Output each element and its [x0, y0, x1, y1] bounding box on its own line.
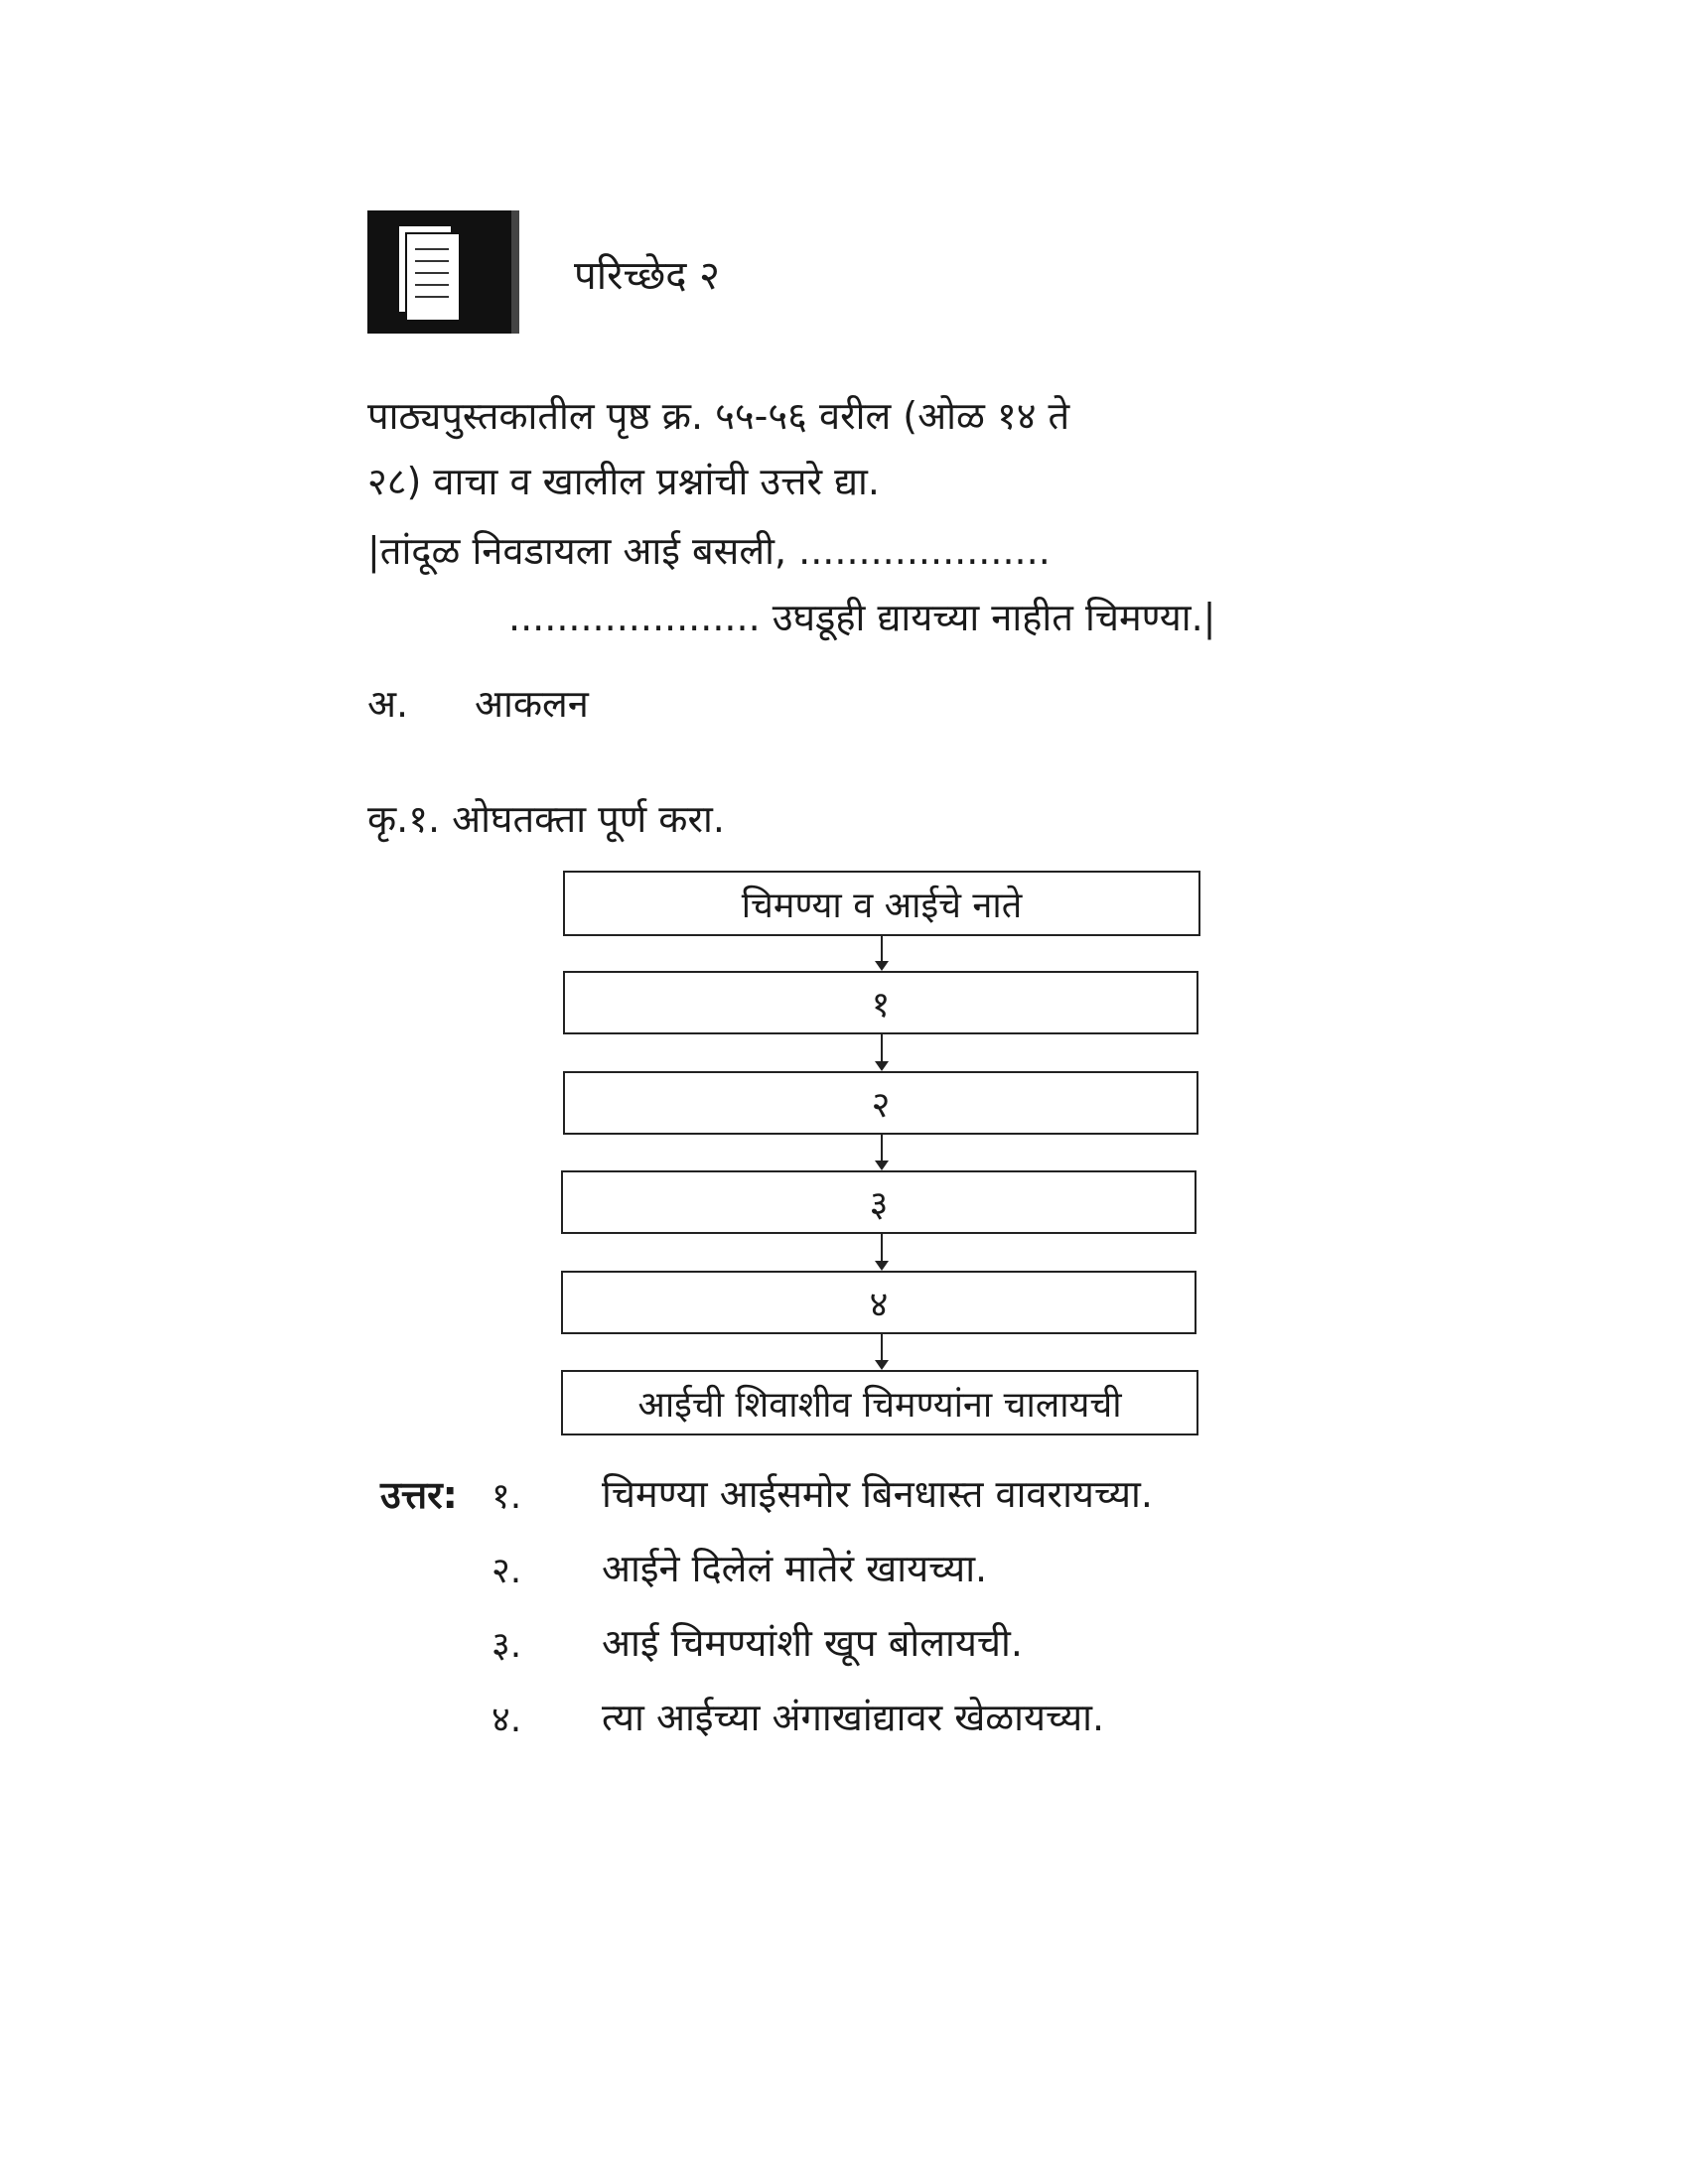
- part-a-label: आकलन: [475, 682, 589, 726]
- excerpt-start: |तांदूळ निवडायला आई बसली, .....................: [367, 529, 1051, 573]
- section-title: परिच्छेद २: [574, 253, 720, 299]
- flowchart-step-box: [563, 1071, 1198, 1135]
- flowchart-step-label: १: [871, 984, 891, 1025]
- flowchart-step-box: [561, 1271, 1196, 1334]
- flowchart-bottom-box: [561, 1370, 1198, 1435]
- flowchart-arrow: [881, 936, 883, 969]
- document-icon: [367, 210, 519, 334]
- flowchart-top-label: चिमण्या व आईचे नाते: [741, 885, 1023, 926]
- answer-text: आई चिमण्यांशी खूप बोलायची.: [602, 1621, 1023, 1665]
- answer-number: १.: [492, 1476, 522, 1517]
- flowchart-step-label: ३: [869, 1183, 889, 1225]
- answer-number: २.: [492, 1551, 522, 1591]
- flowchart-step-label: ४: [869, 1284, 889, 1325]
- answer-number: ३.: [492, 1625, 522, 1666]
- instruction-line-2: २८) वाचा व खालील प्रश्नांची उत्तरे द्या.: [367, 460, 880, 503]
- flowchart-arrow: [881, 1135, 883, 1168]
- flowchart-bottom-label: आईची शिवाशीव चिमण्यांना चालायची: [637, 1384, 1122, 1426]
- flowchart-step-box: [563, 971, 1198, 1034]
- answer-text: चिमण्या आईसमोर बिनधास्त वावरायच्या.: [602, 1472, 1153, 1516]
- flowchart-arrow: [881, 1034, 883, 1069]
- part-a-mark: अ.: [367, 682, 409, 726]
- answer-text: त्या आईच्या अंगाखांद्यावर खेळायच्या.: [602, 1696, 1105, 1739]
- answer-number: ४.: [492, 1700, 522, 1740]
- question-1: कृ.१. ओघतक्ता पूर्ण करा.: [367, 797, 725, 841]
- flowchart-top-box: [563, 871, 1200, 936]
- instruction-line-1: पाठ्यपुस्तकातील पृष्ठ क्र. ५५-५६ वरील (ओळ १४ ते: [367, 394, 1070, 438]
- flowchart-arrow: [881, 1234, 883, 1269]
- flowchart-step-label: २: [871, 1084, 891, 1126]
- answer-label: उत्तर:: [380, 1473, 458, 1517]
- flowchart-arrow: [881, 1334, 883, 1368]
- flowchart-step-box: [561, 1170, 1196, 1234]
- excerpt-end: ..................... उघडूही द्यायच्या नाहीत चिमण्या.|: [508, 596, 1216, 639]
- answer-text: आईने दिलेलं मातेरं खायच्या.: [602, 1547, 988, 1590]
